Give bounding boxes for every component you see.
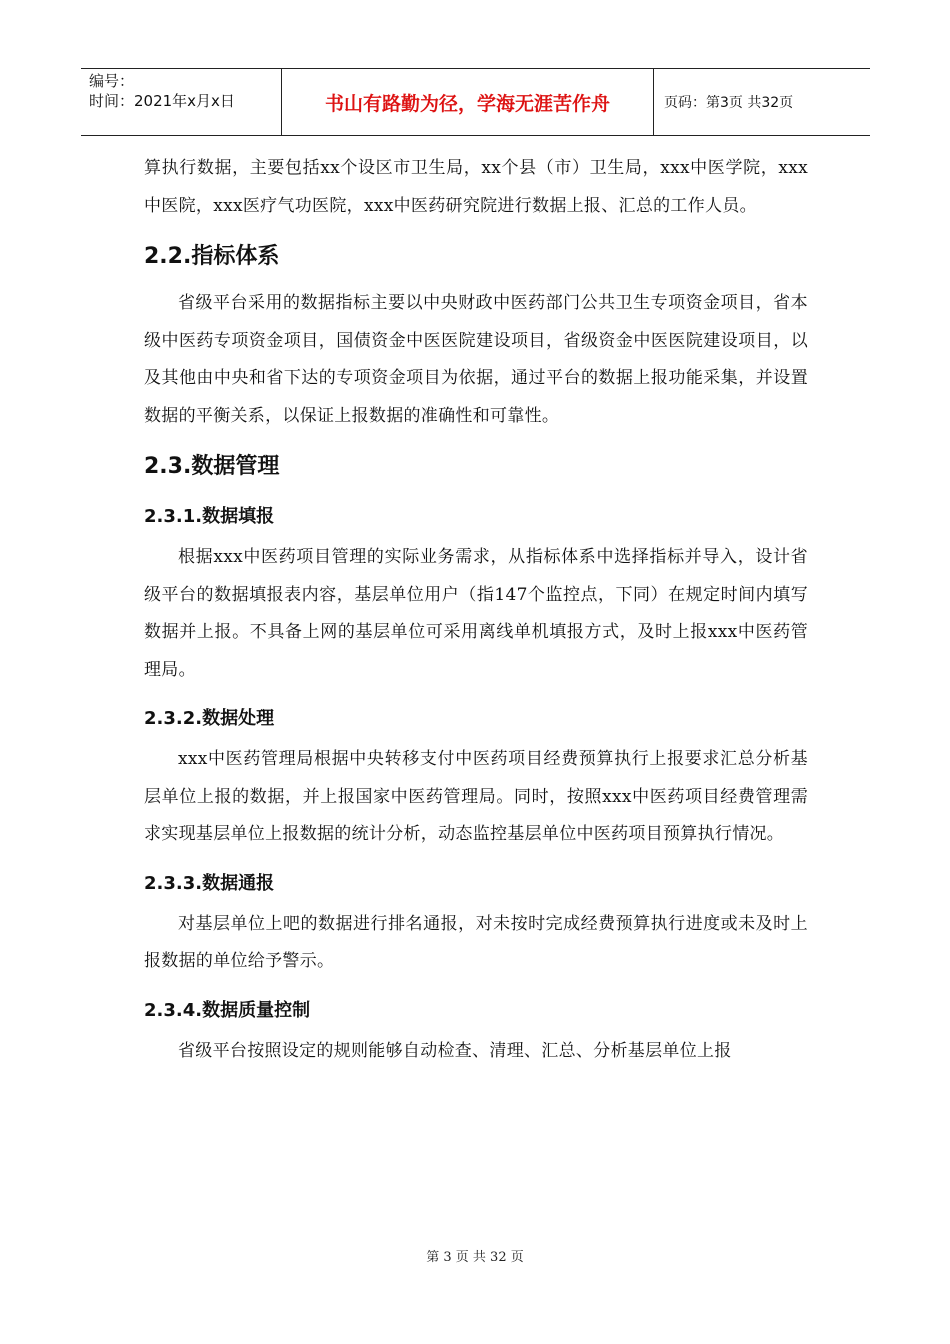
document-date-label: 时间：2021年x月x日 [89, 92, 235, 110]
page-footer: 第 3 页 共 32 页 [426, 1250, 524, 1265]
paragraph-continued: 算执行数据，主要包括xx个设区市卫生局，xx个县（市）卫生局，xxx中医学院，xxx中医院，xxx医疗气功医院，xxx中医药研究院进行数据上报、汇总的工作人员。 [144, 158, 808, 216]
subsection-heading-2-3-4: 2.3.4.数据质量控制 [144, 999, 311, 1021]
paragraph-2-3-3: 对基层单位上吧的数据进行排名通报，对未按时完成经费预算执行进度或未及时上报数据的单位给予警示。 [144, 913, 808, 971]
document-body [144, 150, 808, 1070]
subsection-heading-2-3-2: 2.3.2.数据处理 [144, 708, 275, 729]
header-meta-cell [81, 69, 282, 135]
subsection-heading-2-3-3: 2.3.3.数据通报 [144, 872, 275, 894]
header-motto: 书山有路勤为径，学海无涯苦作舟 [282, 69, 654, 135]
paragraph-2-2: 省级平台采用的数据指标主要以中央财政中医药部门公共卫生专项资金项目，省本级中医药专项资金项目，国债资金中医医院建设项目，省级资金中医医院建设项目，以及其他由中央和省下达的专项资金项目为依据，通过平台的数据上报功能采集，并设置数据的平衡关系，以保证上报数据的准确性和可靠性。 [144, 293, 808, 426]
section-heading-2-2: 2.2.指标体系 [144, 244, 280, 269]
paragraph-2-3-4: 省级平台按照设定的规则能够自动检查、清理、汇总、分析基层单位上报 [178, 1040, 732, 1061]
subsection-heading-2-3-1: 2.3.1.数据填报 [144, 506, 275, 527]
document-number-label: 编号： [89, 72, 135, 90]
paragraph-2-3-2: xxx中医药管理局根据中央转移支付中医药项目经费预算执行上报要求汇总分析基层单位上报的数据，并上报国家中医药管理局。同时，按照xxx中医药项目经费管理需求实现基层单位上报数据的统计分析，动态监控基层单位中医药项目预算执行情况。 [144, 749, 808, 844]
page-header-table [81, 68, 870, 136]
section-heading-2-3: 2.3.数据管理 [144, 454, 280, 479]
paragraph-2-3-1: 根据xxx中医药项目管理的实际业务需求，从指标体系中选择指标并导入，设计省级平台的数据填报表内容，基层单位用户（指147个监控点，下同）在规定时间内填写数据并上报。不具备上网的基层单位可采用离线单机填报方式，及时上报xxx中医药管理局。 [144, 547, 808, 680]
header-page-info: 页码：第3页 共32页 [664, 95, 794, 111]
